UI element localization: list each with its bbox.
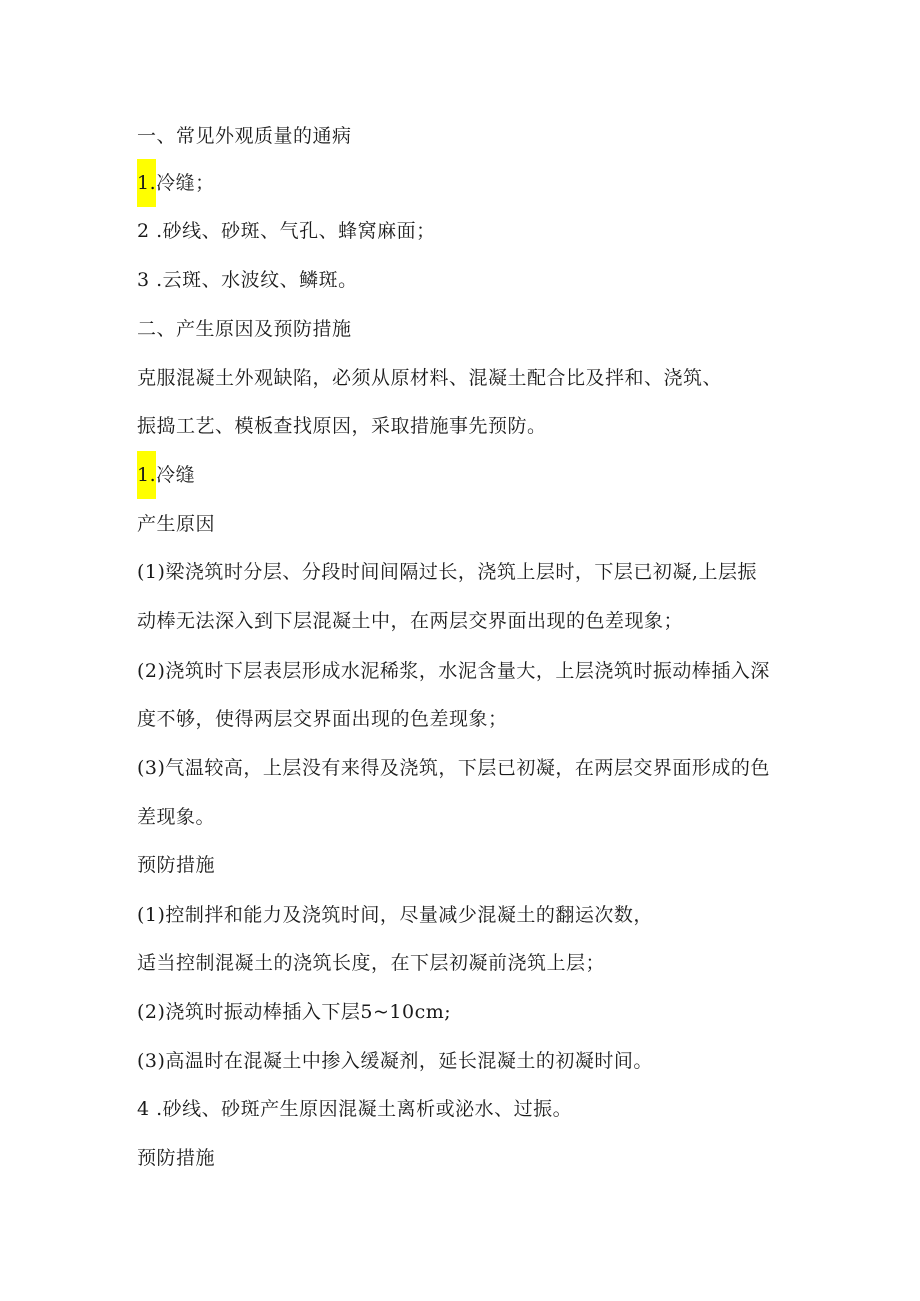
paragraph-line: (2)浇筑时下层表层形成水泥稀浆，水泥含量大，上层浇筑时振动棒插入深 xyxy=(137,660,770,682)
paragraph-line: (1)梁浇筑时分层、分段时间间隔过长，浇筑上层时，下层已初凝,上层振 xyxy=(137,561,757,583)
paragraph-line: 度不够，使得两层交界面出现的色差现象； xyxy=(137,708,508,730)
list-item-cold-joint: 1.冷缝； xyxy=(137,166,215,200)
paragraph-line: 动棒无法深入到下层混凝土中，在两层交界面出现的色差现象； xyxy=(137,610,684,632)
list-item-3: 3 .云斑、水波纹、鳞斑。 xyxy=(137,269,358,291)
section-heading-1: 一、常见外观质量的通病 xyxy=(137,125,352,147)
highlighted-list-number: 1. xyxy=(137,451,156,499)
paragraph-line: 克服混凝土外观缺陷，必须从原材料、混凝土配合比及拌和、浇筑、 xyxy=(137,367,723,389)
paragraph-line: (2)浇筑时振动棒插入下层5~10cm; xyxy=(137,1001,452,1023)
paragraph-line: 振捣工艺、模板查找原因，采取措施事先预防。 xyxy=(137,415,547,437)
subheading-prevention: 预防措施 xyxy=(137,1147,216,1169)
list-item-4: 4 .砂线、砂斑产生原因混凝土离析或泌水、过振。 xyxy=(137,1098,573,1120)
paragraph-line: 适当控制混凝土的浇筑长度，在下层初凝前浇筑上层； xyxy=(137,952,606,974)
list-item-2: 2 .砂线、砂斑、气孔、蜂窝麻面； xyxy=(137,220,436,242)
highlighted-list-number: 1. xyxy=(137,159,156,207)
paragraph-line: (3)高温时在混凝土中掺入缓凝剂，延长混凝土的初凝时间。 xyxy=(137,1050,653,1072)
paragraph-line: (1)控制拌和能力及浇筑时间，尽量减少混凝土的翻运次数， xyxy=(137,904,653,926)
section-heading-2: 二、产生原因及预防措施 xyxy=(137,318,352,340)
subheading-cold-joint: 1.冷缝 xyxy=(137,458,195,492)
subheading-causes: 产生原因 xyxy=(137,513,216,535)
paragraph-line: 差现象。 xyxy=(137,806,216,828)
paragraph-line: (3)气温较高，上层没有来得及浇筑，下层已初凝，在两层交界面形成的色 xyxy=(137,757,770,779)
subheading-prevention: 预防措施 xyxy=(137,854,216,876)
